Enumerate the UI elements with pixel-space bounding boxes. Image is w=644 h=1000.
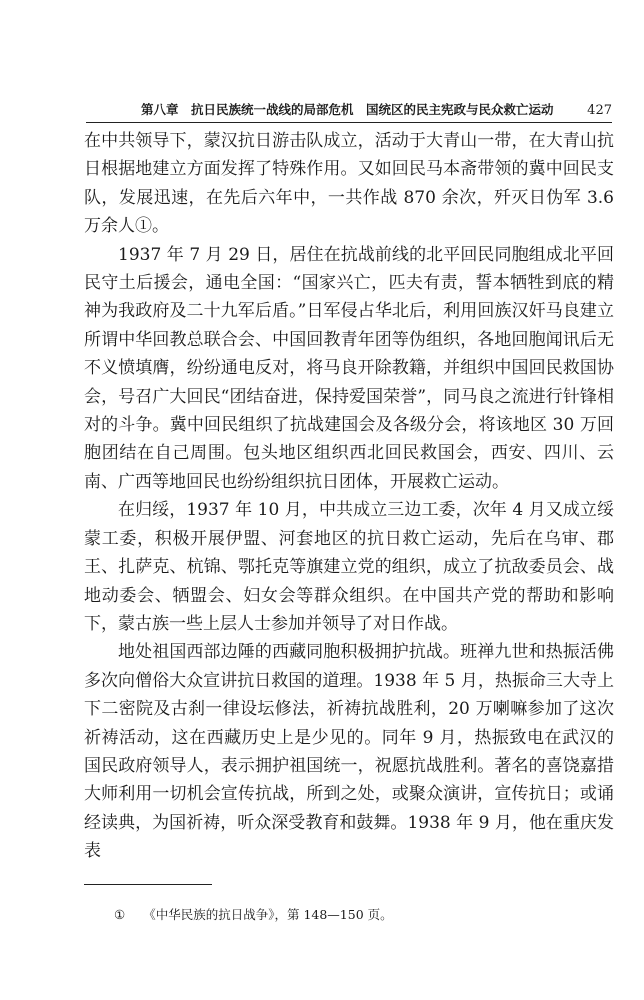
paragraph: 地处祖国西部边陲的西藏同胞积极拥护抗战。班禅九世和热振活佛多次向僧俗大众宣讲抗日救国的道理。1938 年 5 月，热振命三大寺上下二密院及古刹一律设坛修法，祈祷抗战胜利，20 万喇嘛参加了这次祈祷活动，这在西藏历史上是少见的。同年 9 月，热振致电在武汉的国民政府领导人，表示拥护祖国统一，祝愿抗战胜利。著名的喜饶嘉措大师利用一切机会宣传抗战，所到之处，或聚众演讲，宣传抗日；或诵经读典，为国祈祷，听众深受教育和鼓舞。1938 年 9 月，他在重庆发表 <box>84 642 614 862</box>
footnote-rule <box>84 884 212 885</box>
footnote-text: 《中华民族的抗日战争》，第 148—150 页。 <box>143 907 393 922</box>
footnote-mark: ① <box>114 907 126 922</box>
paragraph: 1937 年 7 月 29 日，居住在抗战前线的北平回民同胞组成北平回民守土后援会，通电全国：“国家兴亡，匹夫有责，誓本牺牲到底的精神为我政府及二十九军后盾。”日军侵占华北后，利用回族汉奸马良建立所谓中华回教总联合会、中国回教青年团等伪组织，各地回胞闻讯后无不义愤填膺，纷纷通电反对，将马良开除教籍，并组织中国回民救国协会，号召广大回民“团结奋进，保持爱国荣誉”，同马良之流进行针锋相对的斗争。冀中回民组织了抗战建国会及各级分会，将该地区 30 万回胞团结在自己周围。包头地区组织西北回民救国会，西安、四川、云南、广西等地回民也纷纷组织抗日团体，开展救亡运动。 <box>84 244 614 492</box>
paragraph: 在中共领导下，蒙汉抗日游击队成立，活动于大青山一带，在大青山抗日根据地建立方面发挥了特殊作用。又如回民马本斋带领的冀中回民支队，发展迅速，在先后六年中，一共作战 870 余次，歼灭日伪军 3.6 万余人①。 <box>84 131 614 237</box>
footnote <box>114 906 393 924</box>
chapter-title: 第八章 抗日民族统一战线的局部危机 国统区的民主宪政与民众救亡运动 <box>141 102 554 117</box>
page-number: 427 <box>587 103 612 118</box>
paragraph: 在归绥，1937 年 10 月，中共成立三边工委，次年 4 月又成立绥蒙工委，积极开展伊盟、河套地区的抗日救亡运动，先后在乌审、郡王、扎萨克、杭锦、鄂托克等旗建立党的组织，成立了抗敌委员会、战地动委会、牺盟会、妇女会等群众组织。在中国共产党的帮助和影响下，蒙古族一些上层人士参加并领导了对日作战。 <box>84 500 614 634</box>
body-text <box>84 127 614 866</box>
running-header <box>86 96 612 123</box>
